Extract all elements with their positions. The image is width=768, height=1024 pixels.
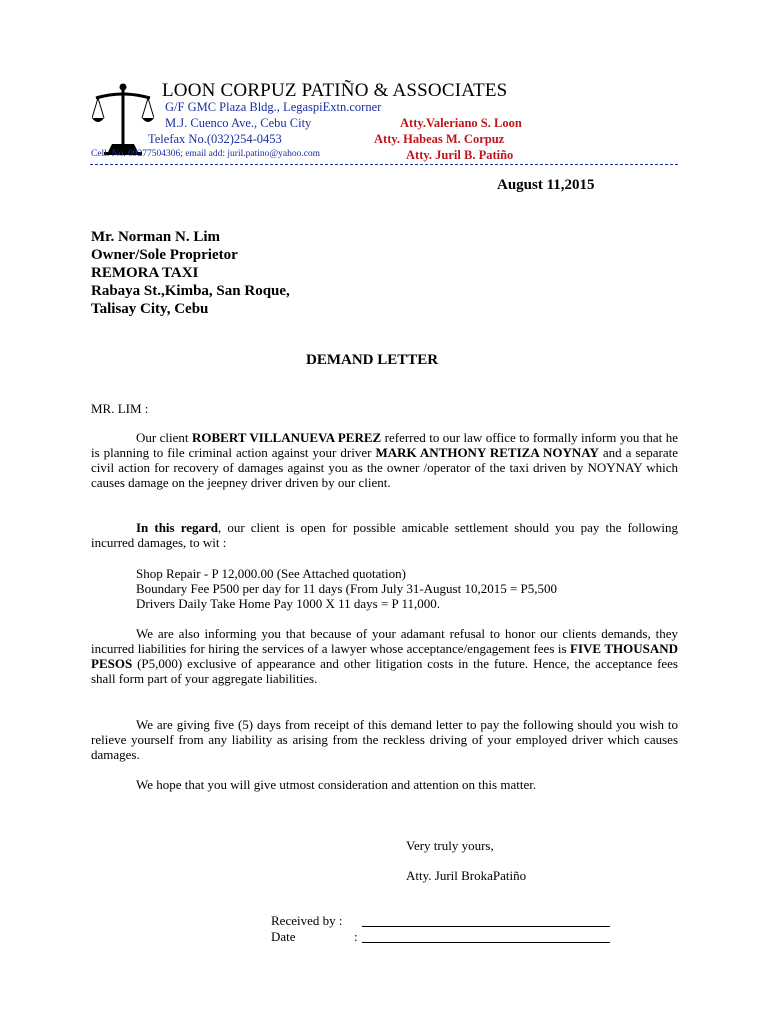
driver-name: MARK ANTHONY RETIZA NOYNAY [375,445,599,460]
attorney-corpuz: Atty. Habeas M. Corpuz [374,132,505,146]
address-line-2: M.J. Cuenco Ave., Cebu City [165,116,312,130]
addressee-company: REMORA TAXI [91,265,199,281]
letter-date: August 11,2015 [497,177,595,193]
fee-amount: FIVE THOUSAND PESOS [91,641,678,671]
cell-email: Cell. No. 09277504306; email add: juril.patino@yahoo.com [91,149,321,159]
p2-lead: In this regard [136,520,218,535]
addressee-position: Owner/Sole Proprietor [91,247,238,263]
paragraph-4 [91,717,678,762]
p3-text-b: (P5,000) exclusive of appearance and other litigation costs in the future. Hence, the acceptance fees shall form part of your aggregate liabilities. [91,656,678,686]
telefax: Telefax No.(032)254-0453 [148,132,282,146]
p1-text-b: referred to our law office to formally inform you that he is planning to file criminal action against your driver [91,430,679,460]
signatory: Atty. Juril BrokaPatiño [406,868,527,883]
firm-name: LOON CORPUZ PATIÑO & ASSOCIATES [162,80,508,101]
addressee-street: Rabaya St.,Kimba, San Roque, [91,283,290,299]
date-label: Date [271,929,296,944]
paragraph-2 [91,520,678,550]
scales-of-justice-logo [92,82,154,156]
date-line [362,942,610,943]
p1-text-c: and a separate civil action for recovery of damages against you as the owner /operator of the taxi driven by NOYNAY which causes damage on the jeepney driver driven by our client. [91,445,678,490]
p1-text-a: Our client [136,430,192,445]
attorney-loon: Atty.Valeriano S. Loon [400,116,522,130]
p2-text: , our client is open for possible amicable settlement should you pay the following incurred damages, to wit : [91,520,678,550]
damage-item-shop-repair: Shop Repair - P 12,000.00 (See Attached quotation) [136,566,406,581]
addressee-name: Mr. Norman N. Lim [91,229,221,245]
damage-item-take-home-pay: Drivers Daily Take Home Pay 1000 X 11 days = P 11,000. [136,596,441,611]
paragraph-1 [91,430,678,490]
attorney-patino: Atty. Juril B. Patiño [406,148,514,162]
letterhead-divider [90,164,678,165]
p4-text: We are giving five (5) days from receipt of this demand letter to pay the following should you wish to relieve yourself from any liability as arising from the reckless driving of your employed driver which causes damages. [91,717,678,762]
closing: Very truly yours, [406,838,494,853]
paragraph-5 [91,777,678,792]
p5-text: We hope that you will give utmost consideration and attention on this matter. [136,777,537,792]
addressee-city: Talisay City, Cebu [91,301,209,317]
salutation: MR. LIM : [91,401,149,416]
received-by-line [362,926,610,927]
letter-title: DEMAND LETTER [306,352,439,368]
p3-text-a: We are also informing you that because of your adamant refusal to honor our clients demands, they incurred liabilities for hiring the services of a lawyer whose acceptance/engagement fees is [91,626,678,656]
client-name: ROBERT VILLANUEVA PEREZ [191,430,382,445]
damage-item-boundary-fee: Boundary Fee P500 per day for 11 days (From July 31-August 10,2015 = P5,500 [136,581,558,596]
paragraph-3 [91,626,678,686]
address-line-1: G/F GMC Plaza Bldg., LegaspiExtn.corner [165,100,382,114]
received-by-label: Received by : [271,913,343,928]
date-colon: : [354,929,358,944]
